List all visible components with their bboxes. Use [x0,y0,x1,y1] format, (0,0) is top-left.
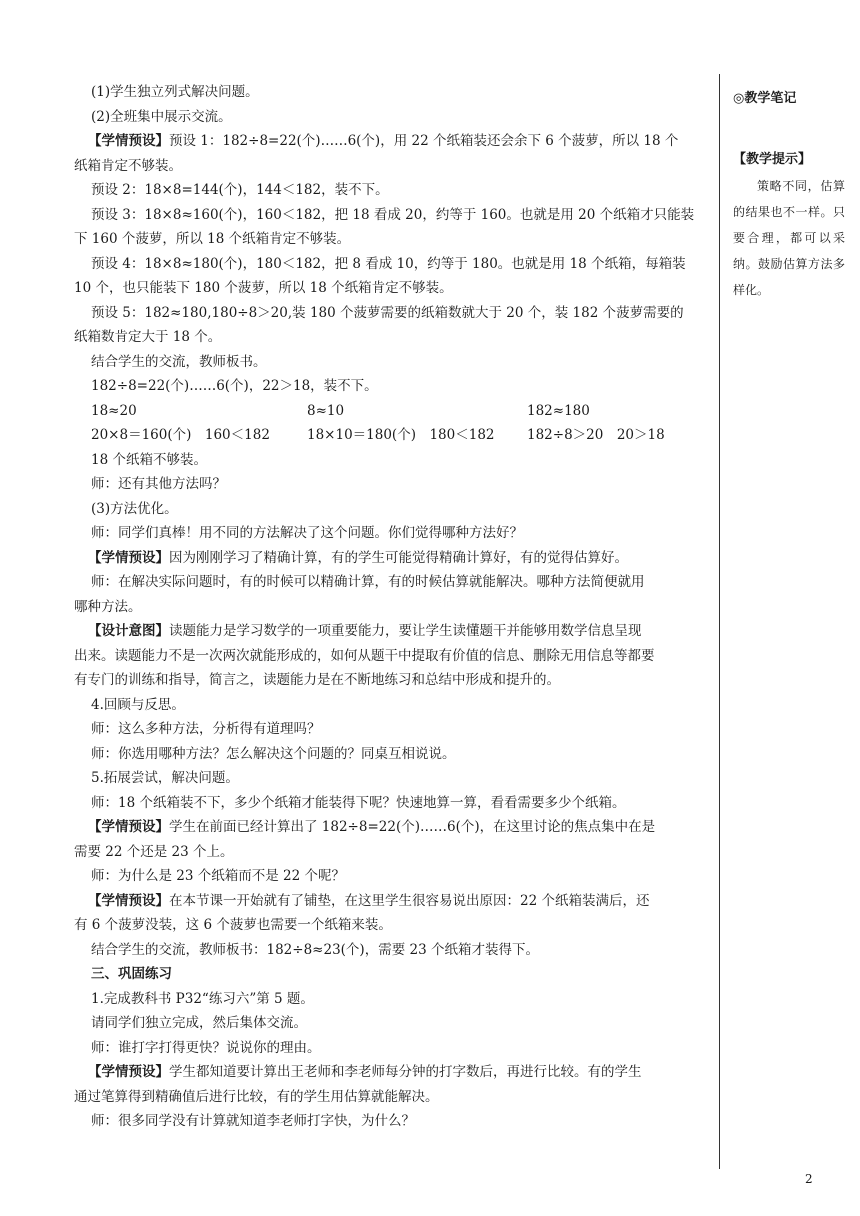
annotation-text: 因为刚刚学习了精确计算，有的学生可能觉得精确计算好，有的觉得估算好。 [169,549,628,566]
board-cell: 182÷8＞20 20＞18 [527,427,665,443]
continuation-line: 出来。读题能力不是一次两次就能形成的，如何从题干中提取有价值的信息、删除无用信息等都要 [74,647,655,664]
annotation-text: 学生在前面已经计算出了 182÷8=22(个)……6(个)，在这里讨论的焦点集中在是 [169,819,656,835]
continuation-line: 纸箱数肯定大于 18 个。 [74,329,222,345]
continuation-line: 纸箱肯定不够装。 [74,157,182,174]
paragraph-line: 师：谁打字打得更快？说说你的理由。 [91,1039,321,1056]
paragraph-line: 预设 5：182≈180,180÷8＞20,装 180 个菠萝需要的纸箱数就大于 20 个，装 182 个菠萝需要的 [91,304,684,321]
annotation-tag: 【学情预设】 [88,819,169,835]
annotated-line [88,546,716,571]
paragraph-line: (1)学生独立列式解决问题。 [91,84,259,100]
teaching-hint-text: 策略不同，估算的结果也不一样。只要合理，都可以采纳。鼓励估算方法多样化。 [733,179,845,297]
board-cell: 8≈10 [307,402,345,419]
paragraph-line: 师：很多同学没有计算就知道李老师打字快，为什么？ [91,1113,415,1129]
paragraph-line: 结合学生的交流，教师板书。 [91,353,267,370]
continuation-line: 需要 22 个还是 23 个上。 [74,843,234,860]
paragraph-line: 师：在解决实际问题时，有的时候可以精确计算，有的时候估算就能解决。哪种方法简便就用 [91,574,645,590]
paragraph-line: 18 个纸箱不够装。 [91,451,207,468]
main-column [74,80,716,1134]
continuation-line: 下 160 个菠萝，所以 18 个纸箱肯定不够装。 [74,231,351,247]
board-cell: 18≈20 [91,402,137,419]
paragraph-line: 1.完成教科书 P32“练习六”第 5 题。 [91,990,314,1007]
annotated-line [88,889,716,914]
annotation-tag: 【学情预设】 [88,892,169,909]
board-row [88,423,716,448]
paragraph-line: 预设 3：18×8≈160(个)，160＜182，把 18 看成 20，约等于 160。也就是用 20 个纸箱才只能装 [91,206,695,223]
paragraph-line: 师：还有其他方法吗？ [91,476,226,492]
annotation-tag: 【学情预设】 [88,549,169,566]
continuation-line: 通过笔算得到精确值后进行比较，有的学生用估算就能解决。 [74,1088,439,1105]
sidebar [733,87,845,303]
paragraph-line: 师：这么多种方法，分析得有道理吗？ [91,721,321,737]
annotation-tag: 【设计意图】 [88,623,169,639]
paragraph-line: 4.回顾与反思。 [91,696,185,713]
paragraph-line: (3)方法优化。 [91,500,178,517]
board-row [88,399,716,424]
paragraph-line: 预设 4：18×8≈180(个)，180＜182，把 8 看成 10，约等于 180。也就是用 18 个纸箱，每箱装 [91,255,686,272]
board-cell: 18×10＝180(个) 180＜182 [307,427,495,443]
continuation-line: 哪种方法。 [74,598,142,615]
continuation-line: 10 个，也只能装下 180 个菠萝，所以 18 个纸箱肯定不够装。 [74,280,453,296]
paragraph-line: 师：18 个纸箱装不下，多少个纸箱才能装得下呢？快速地算一算，看看需要多少个纸箱。 [91,794,626,811]
board-cell: 20×8＝160(个) 160＜182 [91,427,270,443]
teaching-hint-title: 【教学提示】 [733,152,812,167]
annotated-line [88,815,716,840]
paragraph-line: 预设 2：18×8=144(个)，144＜182，装不下。 [91,182,389,198]
annotated-line [88,619,716,644]
annotation-text: 学生都知道要计算出王老师和李老师每分钟的打字数后，再进行比较。有的学生 [169,1064,642,1080]
paragraph-line: 请同学们独立完成，然后集体交流。 [91,1015,307,1031]
section-heading: 三、巩固练习 [91,966,172,982]
annotated-line [88,1060,716,1085]
continuation-line: 有 6 个菠萝没装，这 6 个菠萝也需要一个纸箱来装。 [74,917,392,933]
paragraph-line: 5.拓展尝试，解决问题。 [91,770,239,786]
annotation-text: 读题能力是学习数学的一项重要能力，要让学生读懂题干并能够用数学信息呈现 [169,623,642,639]
annotation-tag: 【学情预设】 [88,1064,169,1080]
paragraph-line: (2)全班集中展示交流。 [91,108,232,125]
paragraph-line: 结合学生的交流，教师板书：182÷8≈23(个)，需要 23 个纸箱才装得下。 [91,941,539,958]
paragraph-line: 182÷8=22(个)……6(个)，22＞18，装不下。 [91,378,378,394]
paragraph-line: 师：同学们真棒！用不同的方法解决了这个问题。你们觉得哪种方法好？ [91,525,523,541]
annotation-text: 预设 1：182÷8=22(个)……6(个)，用 22 个纸箱装还会余下 6 个菠萝，所以 18 个 [169,133,679,149]
column-divider [719,74,720,1169]
teaching-notes-title: ◎教学笔记 [733,91,797,106]
paragraph-line: 师：你选用哪种方法？怎么解决这个问题的？同桌互相说说。 [91,745,456,762]
continuation-line: 有专门的训练和指导，简言之，读题能力是在不断地练习和总结中形成和提升的。 [74,672,560,688]
page-number: 2 [805,1172,813,1186]
board-cell: 182≈180 [527,402,590,419]
annotation-text: 在本节课一开始就有了铺垫，在这里学生很容易说出原因：22 个纸箱装满后，还 [169,892,650,909]
paragraph-line: 师：为什么是 23 个纸箱而不是 22 个呢？ [91,868,346,884]
annotation-tag: 【学情预设】 [88,133,169,149]
annotated-line [88,129,716,154]
